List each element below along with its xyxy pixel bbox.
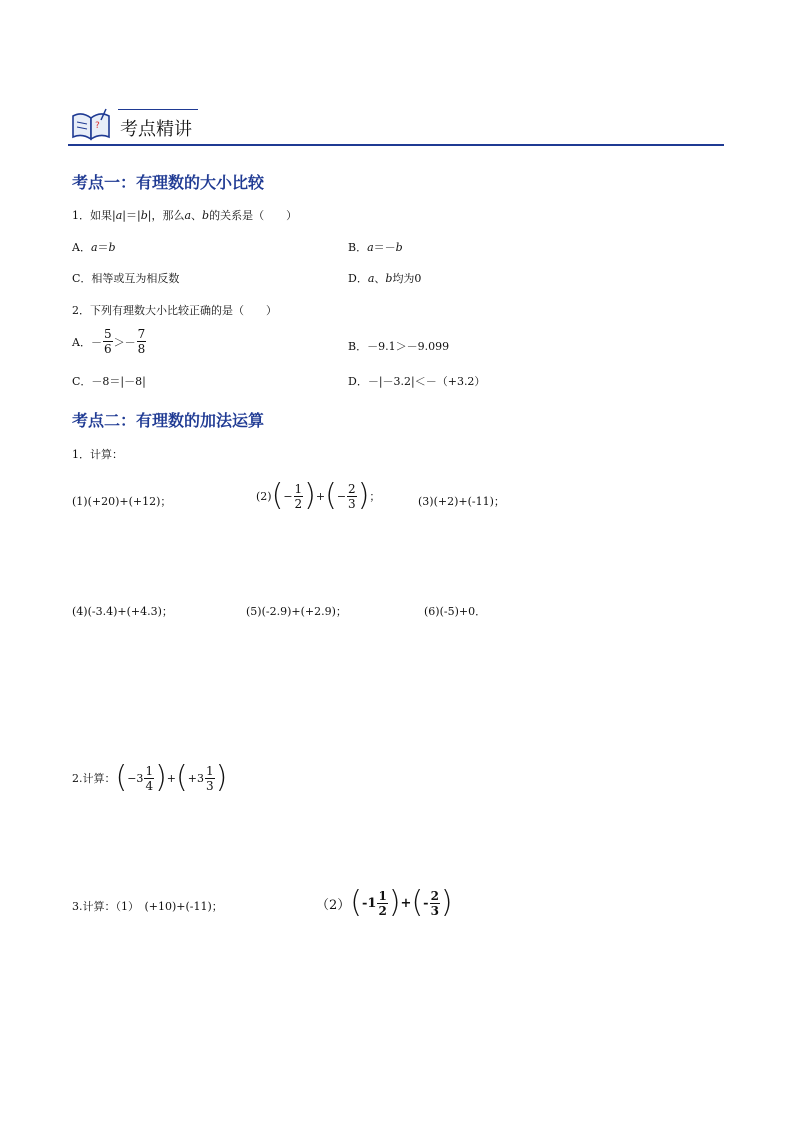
problem-1-item-2: (2) ( − $\frac{1}{2}$ ) + ( − $\frac{2}{3}$ ) ； (256, 478, 381, 513)
problem-1-item-3: (3)(+2)+(-11)； (418, 495, 505, 508)
problem-1-item-1: (1)(+20)+(+12)； (72, 495, 172, 508)
problem-1-item-5: (5)(-2.9)+(+2.9)； (246, 605, 347, 618)
q2-option-d[interactable]: D．－|－3.2|＜－（+3.2） (348, 375, 486, 388)
fraction: $\frac{1}{3}$ (205, 763, 214, 793)
fraction: $\frac{1}{2}$ (378, 888, 387, 918)
question-2-stem: 2．下列有理数大小比较正确的是（ ） (72, 304, 277, 317)
fraction: $\frac{1}{4}$ (145, 763, 154, 793)
book-icon (70, 106, 114, 142)
problem-2: 2.计算： ( −3 $\frac{1}{4}$ ) + ( +3 $\frac{1}{3}$ ) (72, 760, 228, 795)
fraction: $\frac{2}{3}$ (348, 481, 356, 511)
q2-option-a[interactable]: A． － $\frac{5}{6}$ ＞－ $\frac{7}{8}$ (72, 327, 146, 356)
banner-rule (68, 144, 724, 146)
section-heading-1: 考点一：有理数的大小比较 (72, 173, 265, 192)
banner-top-rule (118, 109, 198, 110)
q1-option-c[interactable]: C．相等或互为相反数 (72, 272, 180, 285)
section-heading-2: 考点二：有理数的加法运算 (72, 411, 265, 430)
fraction: $\frac{7}{8}$ (137, 327, 146, 356)
q2-option-c[interactable]: C．－8＝|－8| (72, 375, 146, 388)
q1-option-a[interactable]: A．a＝b (72, 241, 116, 254)
problem-1-item-4: (4)(-3.4)+(+4.3)； (72, 605, 173, 618)
banner-title: 考点精讲 (120, 119, 192, 140)
fraction: $\frac{1}{2}$ (294, 481, 303, 511)
problem-1-stem: 1．计算： (72, 448, 123, 461)
problem-3-item-1: 3.计算：（1） (+10)+(-11)； (72, 900, 223, 913)
fraction: $\frac{5}{6}$ (103, 327, 112, 356)
q1-option-b[interactable]: B．a＝－b (348, 241, 403, 254)
problem-1-item-6: (6)(-5)+0． (424, 605, 487, 618)
fraction: $\frac{2}{3}$ (430, 888, 439, 918)
question-1-stem: 1．如果|a|＝|b|，那么a、b的关系是（ ） (72, 209, 298, 222)
problem-3-item-2: （2） ( -1 $\frac{1}{2}$ ) + ( - $\frac{2}{3}$ ) (316, 885, 453, 920)
svg-text:?: ? (95, 121, 100, 131)
q1-option-d[interactable]: D．a、b均为0 (348, 272, 422, 285)
q2-option-b[interactable]: B．－9.1＞－9.099 (348, 340, 450, 353)
